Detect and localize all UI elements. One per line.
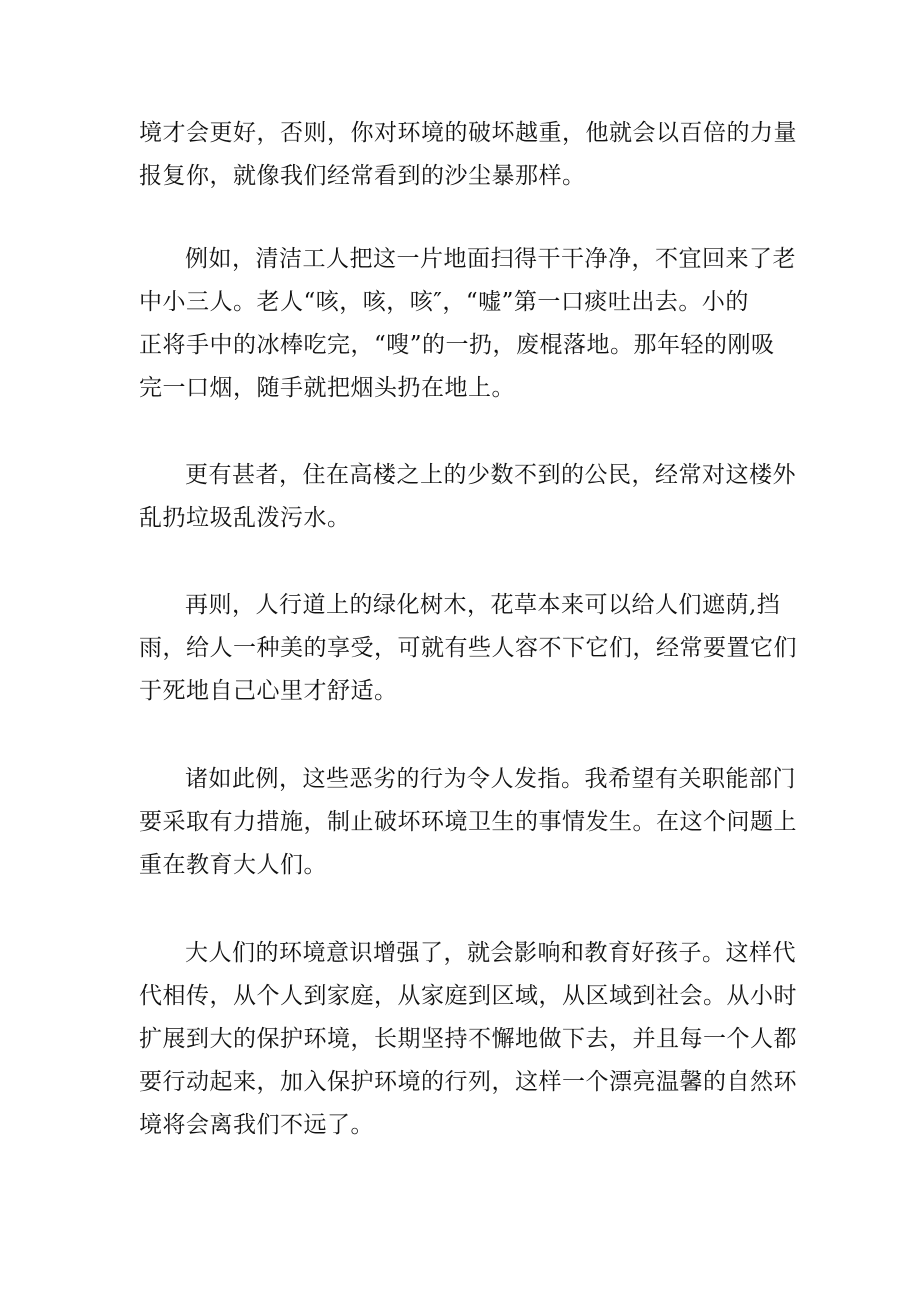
text-line: 大人们的环境意识增强了，就会影响和教育好孩子。这样代 — [185, 940, 796, 966]
paragraph-conclusion — [139, 932, 797, 1147]
text-line: 扩展到大的保护环境，长期坚持不懈地做下去，并且每一个人都 — [139, 1026, 797, 1052]
paragraph-measures — [139, 758, 797, 887]
text-line: 诸如此例，这些恶劣的行为令人发指。我希望有关职能部门 — [185, 766, 796, 792]
text-line: 报复你，就像我们经常看到的沙尘暴那样。 — [139, 163, 586, 189]
text-line: 代相传，从个人到家庭，从家庭到区域，从区域到社会。从小时 — [139, 983, 797, 1009]
paragraph-continuation — [139, 112, 797, 198]
text-line: 重在教育大人们。 — [139, 852, 327, 878]
paragraph-example — [139, 238, 796, 410]
text-line: 雨，给人一种美的享受，可就有些人容不下它们，经常要置它们 — [139, 635, 797, 661]
text-line: 境将会离我们不远了。 — [139, 1112, 374, 1138]
text-line: 要采取有力措施，制止破坏环境卫生的事情发生。在这个问题上 — [139, 809, 797, 835]
text-line: 正将手中的冰棒吃完，“嗖”的一扔，废棍落地。那年轻的刚吸 — [139, 332, 775, 358]
text-line: 完一口烟，随手就把烟头扔在地上。 — [139, 375, 515, 401]
text-line: 乱扔垃圾乱泼污水。 — [139, 505, 351, 531]
text-line: 于死地自己心里才舒适。 — [139, 678, 398, 704]
text-line: 境才会更好，否则，你对环境的破坏越重，他就会以百倍的力量 — [139, 120, 797, 146]
text-line: 再则，人行道上的绿化树木，花草本来可以给人们遮荫,挡 — [185, 592, 781, 618]
text-line: 中小三人。老人“咳，咳，咳″，“嘘”第一口痰吐出去。小的 — [139, 289, 749, 315]
text-line: 例如，清洁工人把这一片地面扫得干干净净，不宜回来了老 — [185, 246, 796, 272]
paragraph-highrise — [139, 454, 796, 540]
paragraph-trees — [139, 584, 797, 713]
text-line: 更有甚者，住在高楼之上的少数不到的公民，经常对这楼外 — [185, 462, 796, 488]
text-line: 要行动起来，加入保护环境的行列，这样一个漂亮温馨的自然环 — [139, 1069, 797, 1095]
